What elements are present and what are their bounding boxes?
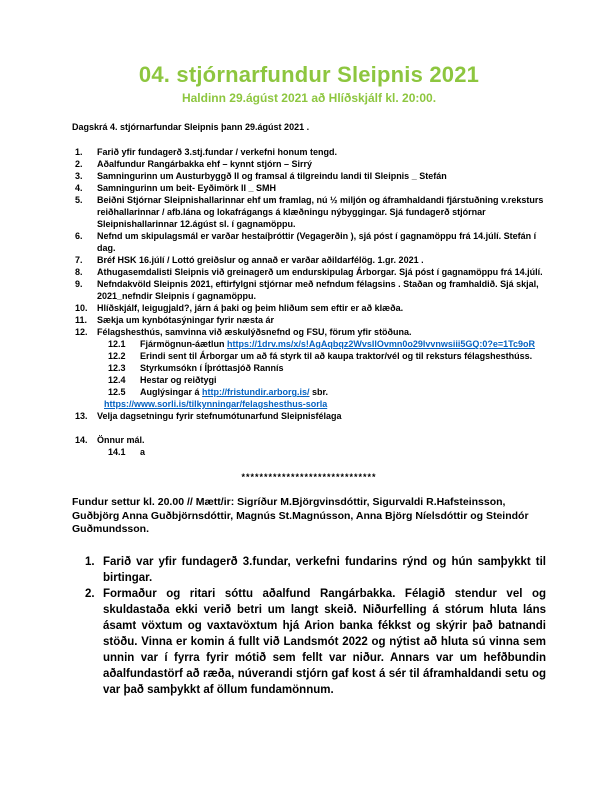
agenda-subitem-number: 12.3 <box>108 363 126 373</box>
agenda-item-number: 11. <box>75 315 88 325</box>
agenda-subitem-text: Hestar og reiðtygi <box>140 375 217 385</box>
minutes-item-number: 2. <box>85 587 95 600</box>
agenda-item-number: 6. <box>75 231 83 241</box>
agenda-subitem-text <box>140 338 546 350</box>
agenda-subitem-14-1 <box>108 446 546 458</box>
agenda-item-text: Nefndakvöld Sleipnis 2021, eftirfylgni stjórnar með nefndum félagsins . Staðan og framhaldið. Sjá skjal, 2021_nefndir Sleipnis í gagnamöppu. <box>97 279 539 301</box>
agenda-subitem-number: 12.5 <box>108 387 126 397</box>
page-title: 04. stjórnarfundur Sleipnis 2021 <box>138 62 480 87</box>
agenda-item-text: Samningurinn um Austurbyggð II og framsal á tilgreindu landi til Sleipnis _ Stefán <box>97 171 447 181</box>
agenda-subitem-text <box>140 386 546 398</box>
agenda-list <box>72 146 546 458</box>
agenda-subitem-number: 14.1 <box>108 447 126 457</box>
agenda-item-4 <box>72 182 546 194</box>
agenda-item-3 <box>72 170 546 182</box>
agenda-item-text: Beiðni Stjórnar Sleipnishallarinnar ehf um framlag, nú ½ miljón og áframhaldandi fjárstuðning v.reksturs reiðhallarinnar / afb.lána og lokafrágangs á klæðningu nýbyggingar. Sjá fundagerð stjórnar Sleipnishallarinnar 12.ágúst sl. í gagnamöppu. <box>97 195 544 229</box>
subitem-12-1-label: Fjármögnun-áætlun <box>140 339 227 349</box>
agenda-item-number: 14. <box>75 435 88 445</box>
agenda-item-1 <box>72 146 546 158</box>
agenda-item-number: 10. <box>75 303 88 313</box>
agenda-item-text: Félagshesthús, samvinna við æskulýðsnefnd og FSU, förum yfir stöðuna. <box>97 327 412 337</box>
onedrive-link[interactable]: https://1drv.ms/x/s!AgAqbqz2WvsIlOvmn0o29Ivvnwsiii5GQ:0?e=1Tc9oR <box>227 339 535 349</box>
agenda-item-number: 3. <box>75 171 83 181</box>
agenda-item-number: 9. <box>75 279 83 289</box>
agenda-item-11 <box>72 314 546 326</box>
minutes-item-text: Formaður og ritari sóttu aðalfund Rangárbakka. Félagið stendur vel og skuldastaða ekki verið betri um langt skeið. Niðurfelling á stórum hluta láns ásamt vöxtum og vaxtavöxtum hjá Arion banka fékkst og skýrir það batnandi stöðu. Vinna er komin á fullt við Landsmót 2022 og nýtist að hluta sú vinna sem unnin var í fyrra fyrir mótið sem fellt var niður. Annars var um hefðbundin aðalfundastörf að ræða, núverandi stjórn gaf kost á sér til áframhaldandi setu og var það samþykkt af öllum fundamönnum. <box>103 587 546 696</box>
agenda-item-5 <box>72 194 546 230</box>
agenda-subitem-12-5-line2 <box>104 398 546 410</box>
agenda-item-text: Farið yfir fundagerð 3.stj.fundar / verkefni honum tengd. <box>97 147 338 157</box>
agenda-item-text: Samningurinn um beit- Eyðimörk II _ SMH <box>97 183 277 193</box>
agenda-item-text: Sækja um kynbótasýningar fyrir næsta ár <box>97 315 275 325</box>
agenda-subitem-text: Styrkumsókn í Íþróttasjóð Rannís <box>140 363 284 373</box>
agenda-item-number: 13. <box>75 411 88 421</box>
agenda-item-13 <box>72 410 546 422</box>
agenda-item-number: 2. <box>75 159 83 169</box>
page-subtitle: Haldinn 29.ágúst 2021 að Hlíðskjálf kl. 20:00. <box>181 91 437 105</box>
agenda-subitem-12-1 <box>108 338 546 350</box>
agenda-item-number: 5. <box>75 195 83 205</box>
minutes-item-1 <box>85 554 546 586</box>
minutes-list <box>72 554 546 698</box>
agenda-item-text: Bréf HSK 16.júlí / Lottó greiðslur og annað er varðar aðildarfélög. 1.gr. 2021 . <box>97 255 424 265</box>
agenda-subitem-text: a <box>140 447 146 457</box>
subitem-12-5-suffix: sbr. <box>309 387 329 397</box>
agenda-item-9 <box>72 278 546 302</box>
sorli-link[interactable]: https://www.sorli.is/tilkynningar/felagshesthus-sorla <box>104 399 328 409</box>
agenda-item-number: 12. <box>75 327 88 337</box>
meeting-attendance: Fundur settur kl. 20.00 // Mætt/ir: Sigríður M.Björgvinsdóttir, Sigurvaldi R.Hafsteinsson, Guðbjörg Anna Guðbjörnsdóttir, Magnús St.Magnússon, Anna Björg Níelsdóttir og Steindór Guðmundsson. <box>72 496 529 535</box>
minutes-item-number: 1. <box>85 555 95 568</box>
agenda-item-text: Velja dagsetningu fyrir stefnumótunarfund Sleipnisfélaga <box>97 411 342 421</box>
agenda-subitem-12-2 <box>108 350 546 362</box>
fristundir-link[interactable]: http://fristundir.arborg.is/ <box>202 387 310 397</box>
minutes-item-2 <box>85 586 546 698</box>
agenda-subitem-12-5 <box>108 386 546 398</box>
agenda-item-6 <box>72 230 546 254</box>
agenda-item-14 <box>72 434 546 446</box>
agenda-item-text: Nefnd um skipulagsmál er varðar hestaíþróttir (Vegagerðin ), sjá póst í gagnamöppu frá 14.júlí. Stefán í dag. <box>97 231 537 253</box>
agenda-heading: Dagskrá 4. stjórnarfundar Sleipnis þann 29.ágúst 2021 . <box>72 122 310 132</box>
agenda-item-number: 4. <box>75 183 83 193</box>
agenda-subitem-number: 12.2 <box>108 351 126 361</box>
agenda-item-number: 8. <box>75 267 83 277</box>
agenda-item-12 <box>72 326 546 338</box>
subitem-12-5-label: Auglýsingar á <box>140 387 203 397</box>
minutes-item-text: Farið var yfir fundagerð 3.fundar, verkefni fundarins rýnd og hún samþykkt til birtingar. <box>103 555 546 584</box>
agenda-item-text: Athugasemdalisti Sleipnis við greinagerð um endurskipulag Árborgar. Sjá póst í gagnamöppu frá 14.júlí. <box>97 267 543 277</box>
asterisk-separator: ****************************** <box>241 472 377 482</box>
agenda-subitem-12-3 <box>108 362 546 374</box>
agenda-subitem-number: 12.1 <box>108 339 126 349</box>
agenda-item-number: 1. <box>75 147 83 157</box>
agenda-item-text: Hlíðskjálf, leigugjald?, járn á þaki og þeim hliðum sem eftir er að klæða. <box>97 303 404 313</box>
agenda-item-7 <box>72 254 546 266</box>
agenda-item-text: Aðalfundur Rangárbakka ehf – kynnt stjórn – Sirrý <box>97 159 313 169</box>
agenda-item-text: Önnur mál. <box>97 435 145 445</box>
agenda-item-10 <box>72 302 546 314</box>
agenda-subitem-text: Erindi sent til Árborgar um að fá styrk til að kaupa traktor/vél og til reksturs félagshesthúss. <box>140 351 533 361</box>
agenda-item-2 <box>72 158 546 170</box>
agenda-subitem-12-4 <box>108 374 546 386</box>
agenda-item-8 <box>72 266 546 278</box>
agenda-item-number: 7. <box>75 255 83 265</box>
agenda-subitem-number: 12.4 <box>108 375 126 385</box>
